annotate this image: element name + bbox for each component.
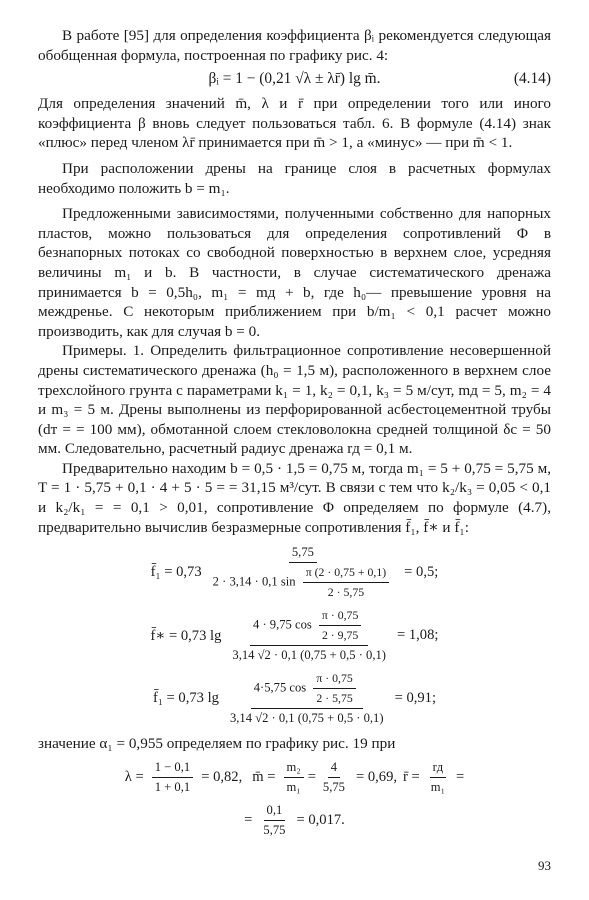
formula-f1-sin-numerator: π (2 · 0,75 + 0,1) [303,565,389,583]
paragraph-boundary: При расположении дрены на границе слоя в расчетных формулах необходимо положить b = m₁. [38,159,551,197]
formula-lambda-fraction [152,760,193,795]
formula-lambda-value: = 0,82, [201,768,243,785]
formula-f1-sin-denominator: 2 · 5,75 [327,585,365,600]
formula-f3-result: = 0,91; [394,690,437,707]
formula-f1-sin-fraction [303,565,389,600]
formula-lambda-lhs: λ = [124,768,144,785]
formula-f2-denominator: 3,14 √2 · 0,1 (0,75 + 0,5 · 0,1) [232,648,386,663]
formula-f2-lhs: f̄∗ = 0,73 lg [150,627,222,644]
formula-m-numerator-2: 4 [328,760,340,778]
formula-f1-numerator: 5,75 [289,545,317,563]
formula-f3-cos-denominator: 2 · 5,75 [316,691,353,706]
formula-m-lhs: m̄ = [252,768,276,785]
formula-r-result [38,803,551,838]
formula-f2-result: = 1,08; [396,627,439,644]
formula-r2-numerator: 0,1 [264,803,286,821]
paragraph-dependencies: Предложенными зависимостями, полученными собственно для напорных пластов, можно пользоваться для определения сопротивлений Φ в безнапорных потоках со свободной поверхностью в верхнем слое, усредняя величины m₁ и b. В частности, в случае систематического дренажа принимается b = 0,5h₀, m₁ = mд + b, где h₀— превышение уровня на междренье. С некоторым приближением при b/m₁ < 0,1 расчет можно производить, как для случая b = 0. [38,205,551,340]
formula-f2-fraction [229,608,389,663]
formula-lambda-numerator: 1 − 0,1 [152,760,193,778]
formula-f2-cos-numerator: π · 0,75 [319,608,361,626]
formula-4-14 [38,68,551,90]
formula-r-denominator: m₁ [430,779,445,794]
formula-f2-num-prefix: 4 · 9,75 cos [253,617,312,632]
formula-f3-fraction [227,671,387,726]
paragraph-intro: В работе [95] для определения коэффициента βᵢ рекомендуется следующая обобщенная формула, построенная по графику рис. 4: [38,27,551,64]
formula-m-fraction-1 [284,760,304,795]
formula-f1-lhs: f̄₁ = 0,73 [150,564,202,581]
formula-r-equals: = [455,768,465,785]
formula-r2-prefix: = [244,811,253,828]
paragraph-examples: Примеры. 1. Определить фильтрационное сопротивление несовершенной дрены систематического дренажа (h₀ = 1,5 м), расположенного в верхнем слое трехслойного грунта с параметрами k₁ = 1, k₂ = 0,1, k₃ = 5 м/сут, mд = 5, m₂ = 4 и m₃ = 5 м. Дрены выполнены из перфорированной асбестоцементной трубы (dт = = 100 мм), обмотанной слоем стекловолокна средней толщиной δс = 50 мм. Следовательно, расчетный радиус дренажа rд = 0,1 м. [38,342,551,458]
formula-r2-fraction [260,803,288,838]
formula-4-14-body: βᵢ = 1 − (0,21 √λ ± λr̄) lg m̄. [208,70,381,88]
formula-f3-cos-numerator: π · 0,75 [313,671,355,689]
formula-r-fraction [428,760,448,795]
formula-f2-cos-fraction [319,608,361,643]
formula-f2-cos-denominator: 2 · 9,75 [321,628,359,643]
paragraph-preliminary: Предварительно находим b = 0,5 · 1,5 = 0,75 м, тогда m₁ = 5 + 0,75 = 5,75 м, T = 1 · 5,75 + 0,1 · 4 + 5 · 5 = = 31,15 м³/сут. В связи с тем что k₂/k₃ = 0,05 < 0,1 и k₂/k₁ = = 0,1 > 0,01, сопротивление Φ определяем по формуле (4.7), предварительно вычислив безразмерные сопротивления f̄₁, f̄∗ и f̄₁: [38,459,551,536]
formula-f1 [38,545,551,600]
formula-f2 [38,608,551,663]
formula-r-lhs: r̄ = [403,768,420,785]
formula-f3-cos-fraction [313,671,355,706]
formula-f3-numerator [251,671,363,709]
page-number: 93 [538,858,551,873]
equation-number: (4.14) [513,70,551,88]
formula-m-equals: = [307,768,316,785]
paragraph-alpha: значение α₁ = 0,955 определяем по графику рис. 19 при [38,735,396,753]
formula-f2-numerator [250,608,368,646]
formula-f1-fraction [210,545,397,600]
formula-f3 [38,671,551,726]
formula-m-fraction-2 [320,760,348,795]
formula-f1-den-prefix: 2 · 3,14 · 0,1 sin [212,574,296,589]
paragraph-values: Для определения значений m̄, λ и r̄ при определении того или иного коэффициента β вновь следует пользоваться табл. 6. В формуле (4.14) знак «плюс» перед членом λr̄ принимается при m̄ > 1, а «минус» — при m̄ < 1. [38,95,551,152]
formula-lambda-denominator: 1 + 0,1 [154,779,191,794]
formula-f3-lhs: f̄₁ = 0,73 lg [152,690,219,707]
formula-m-numerator-1: m₂ [284,760,304,778]
formula-m-denominator-1: m₁ [286,779,301,794]
formula-f4 [38,760,551,795]
formula-f3-num-prefix: 4·5,75 cos [253,680,307,695]
formula-m-denominator-2: 5,75 [322,779,345,794]
formula-f3-denominator: 3,14 √2 · 0,1 (0,75 + 0,5 · 0,1) [229,711,384,726]
formula-r2-denominator: 5,75 [263,822,286,837]
formula-r2-value: = 0,017. [296,811,345,828]
formula-f1-denominator [210,563,397,600]
formula-r-numerator: rд [430,760,447,778]
formula-f1-result: = 0,5; [404,564,439,581]
formula-m-value: = 0,69, [355,768,398,785]
